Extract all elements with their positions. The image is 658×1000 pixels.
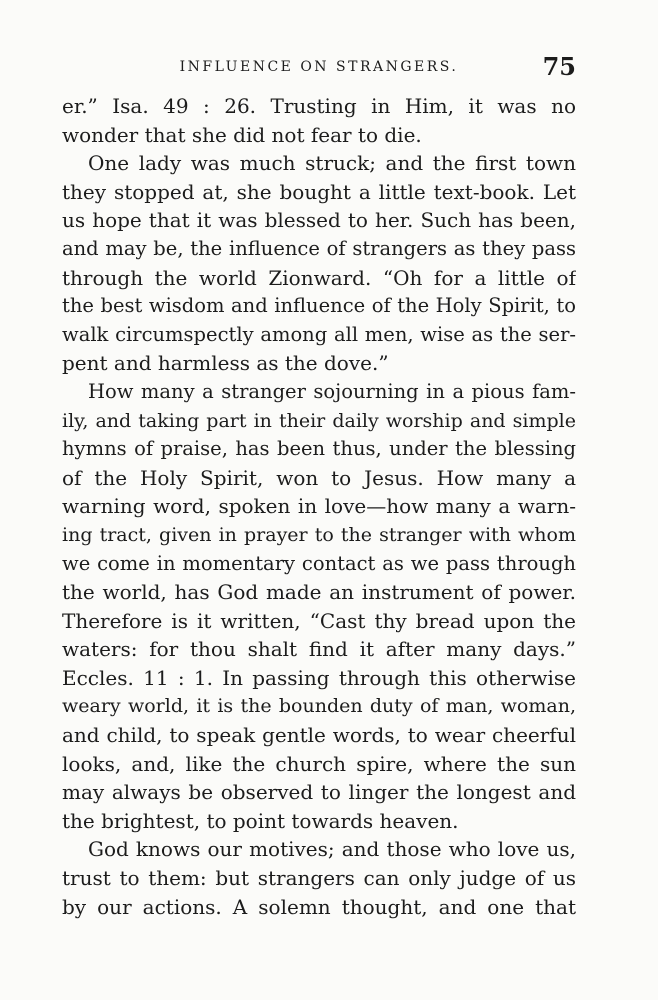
text-line: us hope that it was blessed to her. Such has been, <box>62 208 576 233</box>
text-line: we come in momentary contact as we pass through <box>62 551 576 575</box>
running-head: INFLUENCE ON STRANGERS. <box>179 59 459 75</box>
text-line: by our actions. A solemn thought, and one that <box>62 894 576 919</box>
text-line: trust to them: but strangers can only judge of us <box>62 866 576 891</box>
text-line: weary world, it is the bounden duty of man, woman, <box>62 695 576 718</box>
text-line: waters: for thou shalt find it after many days.” <box>62 637 576 662</box>
text-line: Therefore is it written, “Cast thy bread upon the <box>62 608 576 633</box>
text-line: the best wisdom and influence of the Holy Spirit, to <box>62 294 576 318</box>
text-line: Eccles. 11 : 1. In passing through this otherwise <box>62 665 576 690</box>
text-line: pent and harmless as the dove.” <box>62 351 389 376</box>
text-line: ily, and taking part in their daily worship and simple <box>62 409 576 432</box>
text-line: warning word, spoken in love—how many a warn- <box>62 494 576 519</box>
text-line: of the Holy Spirit, won to Jesus. How many a <box>62 465 576 490</box>
text-line: er.” Isa. 49 : 26. Trusting in Him, it was no <box>62 94 576 118</box>
text-line: and may be, the influence of strangers as they pass <box>62 236 576 260</box>
text-line: may always be observed to linger the longest and <box>62 780 576 805</box>
text-line: hymns of praise, has been thus, under the blessing <box>62 437 576 461</box>
text-line: they stopped at, she bought a little text-book. Let <box>62 179 576 204</box>
text-line: God knows our motives; and those who love us, <box>88 837 576 862</box>
text-line: through the world Zionward. “Oh for a little of <box>62 265 576 290</box>
text-line: the world, has God made an instrument of power. <box>62 580 576 605</box>
text-line: ing tract, given in prayer to the stranger with whom <box>62 523 576 546</box>
text-line: How many a stranger sojourning in a pious fam- <box>88 379 576 403</box>
page-header <box>62 52 576 84</box>
body-text <box>62 92 576 921</box>
text-line: One lady was much struck; and the first town <box>88 151 576 176</box>
text-line: the brightest, to point towards heaven. <box>62 808 459 833</box>
text-line: walk circumspectly among all men, wise as the ser- <box>62 322 576 346</box>
text-line: wonder that she did not fear to die. <box>62 122 422 147</box>
text-line: looks, and, like the church spire, where the sun <box>62 751 576 776</box>
page-number: 75 <box>542 52 576 81</box>
text-line: and child, to speak gentle words, to wear cheerful <box>62 723 576 748</box>
